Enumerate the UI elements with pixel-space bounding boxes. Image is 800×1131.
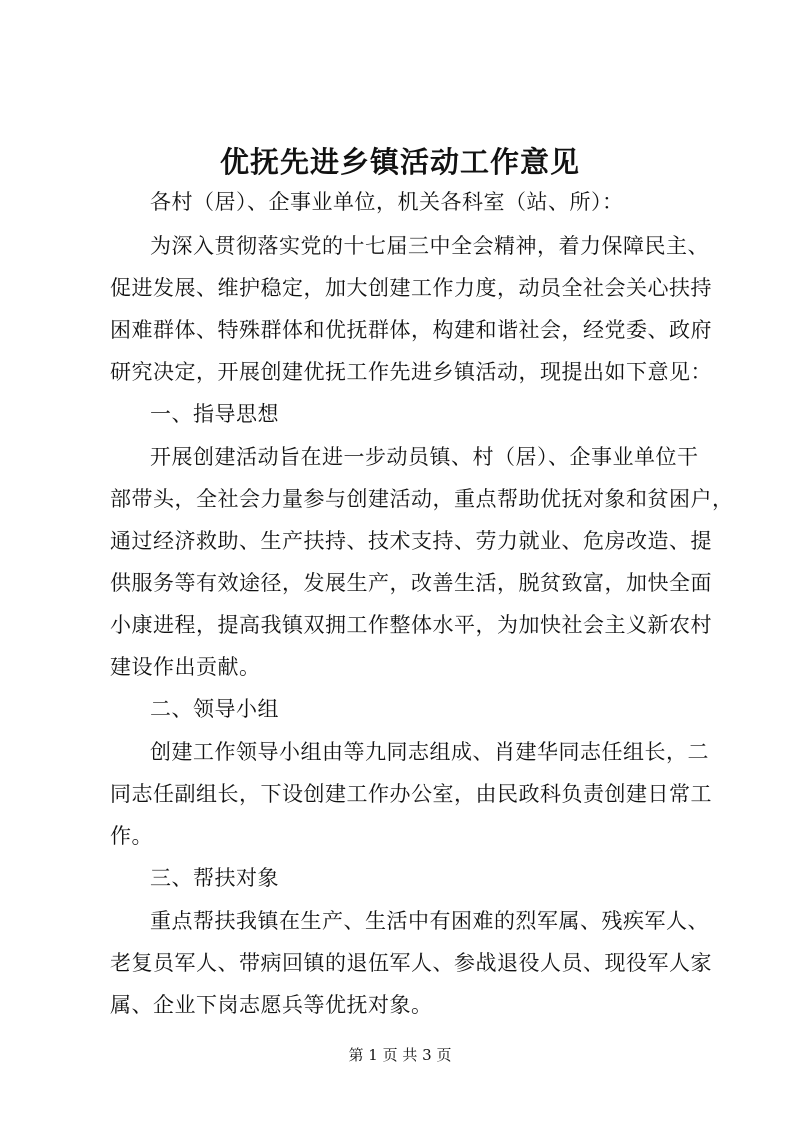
section-1-line-4: 供服务等有效途径，发展生产，改善生活，脱贫致富，加快全面 bbox=[110, 571, 712, 595]
section-1-line-5: 小康进程，提高我镇双拥工作整体水平，为加快社会主义新农村 bbox=[110, 613, 712, 637]
section-1-line-6: 建设作出贡献。 bbox=[110, 655, 261, 679]
document-title: 优抚先进乡镇活动工作意见 bbox=[219, 145, 580, 179]
section-1-line-2: 部带头，全社会力量参与创建活动，重点帮助优抚对象和贫困户， bbox=[110, 487, 734, 511]
section-3-line-1: 重点帮扶我镇在生产、生活中有困难的烈军属、残疾军人、 bbox=[150, 909, 709, 933]
section-2-line-1: 创建工作领导小组由等九同志组成、肖建华同志任组长，二 bbox=[150, 740, 709, 764]
intro-line-2: 促进发展、维护稳定，加大创建工作力度，动员全社会关心扶持 bbox=[110, 276, 712, 300]
salutation: 各村（居）、企事业单位，机关各科室（站、所）： bbox=[150, 190, 624, 214]
page-number-footer: 第 1 页 共 3 页 bbox=[348, 1046, 452, 1064]
section-2-line-3: 作。 bbox=[110, 824, 153, 848]
section-3-line-2: 老复员军人、带病回镇的退伍军人、参战退役人员、现役军人家 bbox=[110, 951, 712, 975]
intro-line-3: 困难群体、特殊群体和优抚群体，构建和谐社会，经党委、政府 bbox=[110, 318, 712, 342]
section-1-line-1: 开展创建活动旨在进一步动员镇、村（居）、企事业单位干 bbox=[150, 445, 699, 469]
section-heading-guiding-thought: 一、指导思想 bbox=[150, 402, 279, 426]
intro-line-1: 为深入贯彻落实党的十七届三中全会精神，着力保障民主、 bbox=[150, 234, 709, 258]
intro-line-4: 研究决定，开展创建优抚工作先进乡镇活动，现提出如下意见： bbox=[110, 360, 712, 384]
section-2-line-2: 同志任副组长，下设创建工作办公室，由民政科负责创建日常工 bbox=[110, 782, 712, 806]
section-1-line-3: 通过经济救助、生产扶持、技术支持、劳力就业、危房改造、提 bbox=[110, 529, 712, 553]
section-heading-leadership-group: 二、领导小组 bbox=[150, 697, 279, 721]
section-heading-assistance-targets: 三、帮扶对象 bbox=[150, 866, 279, 890]
section-3-line-3: 属、企业下岗志愿兵等优抚对象。 bbox=[110, 993, 433, 1017]
